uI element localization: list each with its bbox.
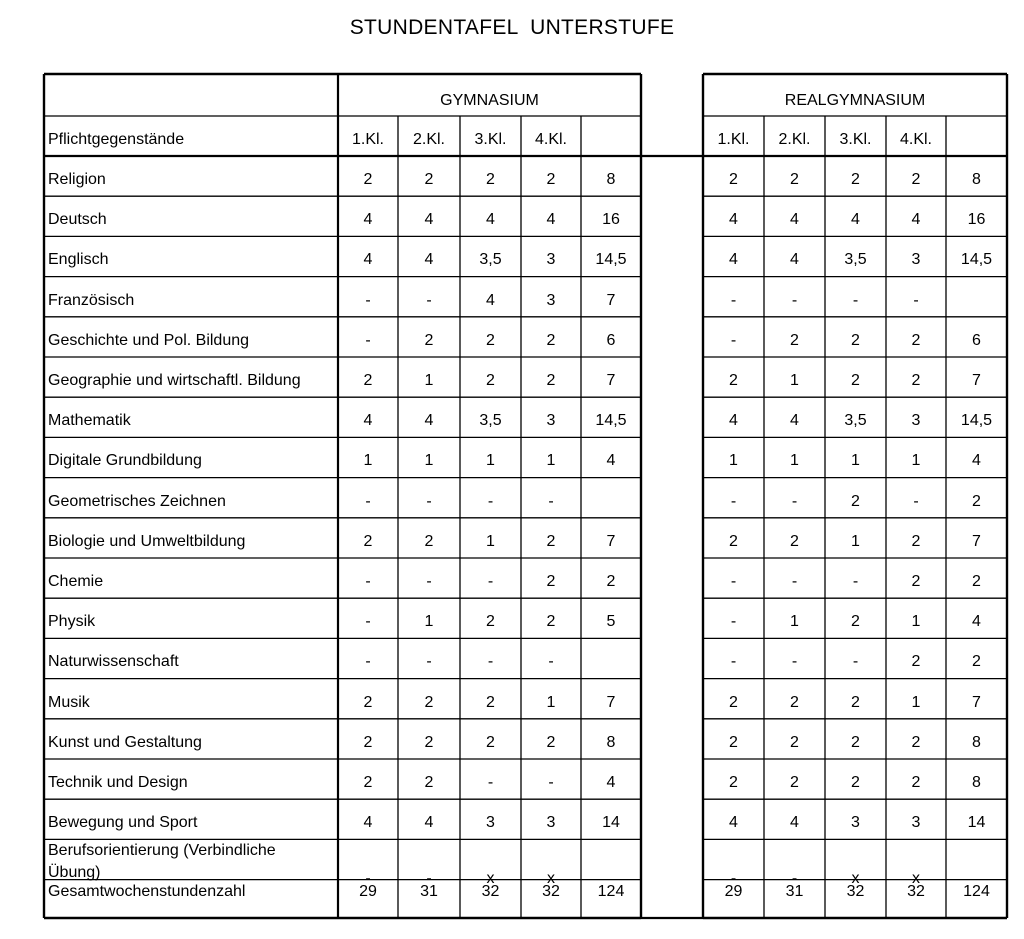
gymnasium-value: 14,5 <box>595 412 627 430</box>
realgymnasium-value: 1 <box>790 372 799 389</box>
gymnasium-value: 4 <box>424 412 434 430</box>
gymnasium-value: 2 <box>424 693 434 711</box>
realgymnasium-total: 124 <box>963 882 990 900</box>
gymnasium-value: 2 <box>363 372 373 389</box>
gymnasium-value: 7 <box>606 372 616 389</box>
realgymnasium-value: 4 <box>790 211 799 229</box>
subject-label: Berufsorientierung (Verbindliche Übung) <box>48 842 276 882</box>
realgymnasium-value: - <box>730 291 737 309</box>
realgymnasium-value: 1 <box>911 613 921 631</box>
class-header: 1.Kl. <box>717 131 750 148</box>
realgymnasium-value: 3 <box>911 251 921 269</box>
gymnasium-value: - <box>487 774 494 791</box>
realgymnasium-value: 2 <box>790 774 799 791</box>
realgymnasium-value: 2 <box>729 693 738 711</box>
realgymnasium-value: 2 <box>851 733 860 751</box>
realgymnasium-value: 2 <box>911 653 921 671</box>
gymnasium-value: 1 <box>486 532 495 550</box>
gymnasium-value: 3 <box>546 412 556 430</box>
realgymnasium-value: 3,5 <box>844 251 867 269</box>
realgymnasium-value: - <box>730 653 737 671</box>
realgymnasium-value: - <box>791 492 798 510</box>
realgymnasium-value: 6 <box>972 331 981 349</box>
realgymnasium-value: 2 <box>851 774 860 791</box>
subject-label: Mathematik <box>48 412 131 430</box>
gymnasium-value: 4 <box>424 211 434 229</box>
realgymnasium-value: - <box>852 573 859 590</box>
realgymnasium-value: 4 <box>790 251 799 269</box>
gymnasium-value: 3 <box>546 814 556 832</box>
gymnasium-value: 4 <box>486 211 495 229</box>
gymnasium-value: 2 <box>486 693 495 711</box>
gymnasium-value: 1 <box>424 372 434 389</box>
gymnasium-value: 4 <box>363 412 373 430</box>
realgymnasium-value: 2 <box>790 693 799 711</box>
gymnasium-value: - <box>426 492 432 510</box>
realgymnasium-value: - <box>791 870 798 888</box>
class-header: 2.Kl. <box>778 131 811 148</box>
realgymnasium-value: 7 <box>972 372 981 389</box>
gymnasium-value: - <box>548 653 554 671</box>
realgymnasium-value: 7 <box>972 532 981 550</box>
subject-label: Deutsch <box>48 211 107 229</box>
gymnasium-value: 2 <box>606 573 616 590</box>
class-header: 4.Kl. <box>899 131 932 148</box>
realgymnasium-value: 3 <box>911 412 921 430</box>
gymnasium-value: 2 <box>363 171 373 188</box>
gymnasium-value: 2 <box>363 733 373 751</box>
gymnasium-total: 32 <box>481 882 500 900</box>
gymnasium-value: 3,5 <box>479 412 502 430</box>
realgymnasium-value: 2 <box>790 532 799 550</box>
realgymnasium-value: 4 <box>729 412 738 430</box>
gymnasium-value: 4 <box>424 251 434 269</box>
class-header: 1.Kl. <box>351 131 384 148</box>
class-header: 3.Kl. <box>474 131 507 148</box>
realgymnasium-value: 7 <box>972 693 981 711</box>
subject-label: Biologie und Umweltbildung <box>48 532 246 550</box>
gymnasium-value: 3,5 <box>479 251 502 269</box>
group-header-gymnasium: GYMNASIUM <box>440 92 539 109</box>
realgymnasium-value: - <box>791 291 798 309</box>
realgymnasium-value: 2 <box>851 693 860 711</box>
realgymnasium-value: 1 <box>911 452 921 470</box>
realgymnasium-value: 1 <box>851 452 860 470</box>
gymnasium-value: 4 <box>424 814 434 832</box>
realgymnasium-value: 4 <box>729 814 738 832</box>
gymnasium-value: 3 <box>486 814 495 832</box>
gymnasium-value: 4 <box>486 291 495 309</box>
realgymnasium-value: x <box>912 870 920 888</box>
gymnasium-value: - <box>426 870 432 888</box>
gymnasium-value: 4 <box>363 211 373 229</box>
gymnasium-value <box>581 652 641 674</box>
gymnasium-total: 124 <box>597 882 625 900</box>
gymnasium-value: - <box>426 573 432 590</box>
realgymnasium-value: 2 <box>911 372 921 389</box>
gymnasium-value: 8 <box>606 171 616 188</box>
realgymnasium-value: 3 <box>851 814 860 832</box>
realgymnasium-value: 4 <box>972 452 981 470</box>
realgymnasium-value: - <box>852 291 859 309</box>
realgymnasium-value: 4 <box>729 211 738 229</box>
gymnasium-value: 4 <box>546 211 556 229</box>
gymnasium-value: 4 <box>363 814 373 832</box>
gymnasium-value: 2 <box>424 171 434 188</box>
subject-label: Geschichte und Pol. Bildung <box>48 331 250 349</box>
gymnasium-value <box>581 492 641 514</box>
gymnasium-value: 2 <box>486 613 495 631</box>
realgymnasium-value: 8 <box>972 774 981 791</box>
gymnasium-value: 8 <box>606 733 616 751</box>
subject-label: Musik <box>48 693 90 711</box>
subject-label: Chemie <box>48 573 104 590</box>
gymnasium-value: x <box>486 870 495 888</box>
gymnasium-value: 1 <box>424 452 434 470</box>
realgymnasium-value: 2 <box>729 372 738 389</box>
subject-label: Naturwissenschaft <box>48 653 179 671</box>
gymnasium-value: 7 <box>606 532 616 550</box>
gymnasium-value: 2 <box>424 733 434 751</box>
realgymnasium-value: 2 <box>729 532 738 550</box>
subject-label: Englisch <box>48 251 109 269</box>
realgymnasium-value: 14,5 <box>960 412 993 430</box>
gymnasium-value: 1 <box>546 452 556 470</box>
realgymnasium-value: 1 <box>729 452 738 470</box>
gymnasium-value: - <box>365 331 371 349</box>
gymnasium-value: 2 <box>546 532 556 550</box>
gymnasium-value: 2 <box>546 331 556 349</box>
subject-label: Kunst und Gestaltung <box>48 733 202 751</box>
gymnasium-value: 1 <box>546 693 556 711</box>
gymnasium-value: 2 <box>486 171 495 188</box>
realgymnasium-value: - <box>730 870 737 888</box>
gymnasium-value: - <box>365 870 371 888</box>
realgymnasium-value: 2 <box>790 331 799 349</box>
gymnasium-value: 7 <box>606 291 616 309</box>
gymnasium-total: 29 <box>359 882 377 900</box>
realgymnasium-value: 16 <box>967 211 986 229</box>
gymnasium-value: 14,5 <box>595 251 627 269</box>
realgymnasium-value: - <box>791 653 798 671</box>
realgymnasium-value: x <box>851 870 860 888</box>
realgymnasium-total: 32 <box>907 882 925 900</box>
realgymnasium-value: 2 <box>729 733 738 751</box>
gymnasium-value: 2 <box>546 573 556 590</box>
realgymnasium-value: 4 <box>790 412 799 430</box>
gymnasium-value: 2 <box>424 774 434 791</box>
realgymnasium-value: 2 <box>851 372 860 389</box>
gymnasium-value: - <box>365 613 371 631</box>
realgymnasium-value: - <box>913 492 919 510</box>
gymnasium-value: 2 <box>546 171 556 188</box>
realgymnasium-value: 3 <box>911 814 921 832</box>
gymnasium-value: - <box>548 774 554 791</box>
subject-label: Physik <box>48 613 96 631</box>
gymnasium-value: 2 <box>424 532 434 550</box>
gymnasium-value: 2 <box>363 693 373 711</box>
subject-label: Digitale Grundbildung <box>48 452 202 470</box>
gymnasium-value: - <box>548 492 554 510</box>
realgymnasium-value: 2 <box>851 492 860 510</box>
realgymnasium-value: - <box>730 613 737 631</box>
gymnasium-value: - <box>365 291 371 309</box>
subject-label: Französisch <box>48 291 135 309</box>
gymnasium-value: 2 <box>546 613 556 631</box>
class-header: 2.Kl. <box>412 131 445 148</box>
realgymnasium-value: - <box>730 573 737 590</box>
realgymnasium-value: 1 <box>790 452 799 470</box>
gymnasium-value: - <box>365 492 371 510</box>
gymnasium-value: 14 <box>602 814 620 832</box>
gymnasium-value: - <box>487 492 494 510</box>
page-title: STUNDENTAFEL UNTERSTUFE <box>349 16 675 39</box>
realgymnasium-total: 32 <box>846 882 865 900</box>
gymnasium-value: 4 <box>606 452 616 470</box>
gymnasium-value: 16 <box>602 211 620 229</box>
gymnasium-total: 31 <box>420 882 438 900</box>
gymnasium-value: 5 <box>606 613 616 631</box>
realgymnasium-value: 2 <box>790 733 799 751</box>
realgymnasium-value <box>946 291 1007 313</box>
realgymnasium-value: 2 <box>851 613 860 631</box>
gymnasium-value: - <box>426 291 432 309</box>
realgymnasium-value: 2 <box>972 653 981 671</box>
realgymnasium-value: 1 <box>911 693 921 711</box>
gymnasium-value: 2 <box>486 331 495 349</box>
realgymnasium-value: 2 <box>729 171 738 188</box>
realgymnasium-value: 8 <box>972 171 981 188</box>
subject-label: Religion <box>48 171 106 188</box>
gymnasium-value: 2 <box>546 733 556 751</box>
realgymnasium-value: 4 <box>911 211 921 229</box>
gymnasium-value: - <box>487 573 494 590</box>
realgymnasium-value: - <box>730 492 737 510</box>
realgymnasium-value: 1 <box>851 532 860 550</box>
realgymnasium-total: 29 <box>724 882 743 900</box>
realgymnasium-value: 4 <box>729 251 738 269</box>
realgymnasium-value: 2 <box>911 171 921 188</box>
subject-label: Geographie und wirtschaftl. Bildung <box>48 372 301 389</box>
gymnasium-value: - <box>487 653 494 671</box>
subject-label: Geometrisches Zeichnen <box>48 492 226 510</box>
realgymnasium-value: 4 <box>972 613 981 631</box>
realgymnasium-value: - <box>852 653 859 671</box>
realgymnasium-value: 2 <box>911 573 921 590</box>
realgymnasium-value: - <box>730 331 737 349</box>
realgymnasium-value: - <box>791 573 798 590</box>
gymnasium-value: 2 <box>363 532 373 550</box>
gymnasium-value: 2 <box>546 372 556 389</box>
gymnasium-value: 4 <box>363 251 373 269</box>
gymnasium-value: 2 <box>486 733 495 751</box>
realgymnasium-value: 2 <box>911 532 921 550</box>
realgymnasium-value: - <box>913 291 919 309</box>
gymnasium-value: 7 <box>606 693 616 711</box>
realgymnasium-value: 2 <box>729 774 738 791</box>
realgymnasium-value: 2 <box>972 573 981 590</box>
gymnasium-value: 3 <box>546 251 556 269</box>
class-header: 3.Kl. <box>839 131 872 148</box>
gymnasium-value: 2 <box>424 331 434 349</box>
gymnasium-value: 1 <box>486 452 495 470</box>
gymnasium-total: 32 <box>542 882 560 900</box>
gymnasium-value: - <box>426 653 432 671</box>
realgymnasium-value: 2 <box>851 171 860 188</box>
gymnasium-value: 2 <box>486 372 495 389</box>
subject-label: Bewegung und Sport <box>48 814 198 832</box>
class-header: 4.Kl. <box>534 131 567 148</box>
subject-column-header: Pflichtgegenstände <box>48 131 185 148</box>
gymnasium-value: 1 <box>363 452 373 470</box>
realgymnasium-value: 4 <box>790 814 799 832</box>
subject-label: Technik und Design <box>48 774 188 791</box>
realgymnasium-value: 2 <box>911 733 921 751</box>
realgymnasium-value: 2 <box>911 331 921 349</box>
gymnasium-value: x <box>547 870 555 888</box>
gymnasium-value: - <box>365 573 371 590</box>
realgymnasium-total: 31 <box>785 882 804 900</box>
gymnasium-value: 1 <box>424 613 434 631</box>
realgymnasium-value: 8 <box>972 733 981 751</box>
realgymnasium-value: 2 <box>790 171 799 188</box>
realgymnasium-value: 2 <box>851 331 860 349</box>
realgymnasium-value: 2 <box>972 492 981 510</box>
gymnasium-value: 4 <box>606 774 616 791</box>
realgymnasium-value: 2 <box>911 774 921 791</box>
realgymnasium-value: 3,5 <box>844 412 867 430</box>
total-label: Gesamtwochenstundenzahl <box>48 882 246 900</box>
realgymnasium-value: 1 <box>790 613 799 631</box>
gymnasium-value: 3 <box>546 291 556 309</box>
realgymnasium-value: 4 <box>851 211 860 229</box>
gymnasium-value: 2 <box>363 774 373 791</box>
group-header-realgymnasium: REALGYMNASIUM <box>784 92 926 109</box>
realgymnasium-value: 14 <box>967 814 986 832</box>
gymnasium-value: 6 <box>606 331 616 349</box>
gymnasium-value: - <box>365 653 371 671</box>
realgymnasium-value: 14,5 <box>960 251 993 269</box>
